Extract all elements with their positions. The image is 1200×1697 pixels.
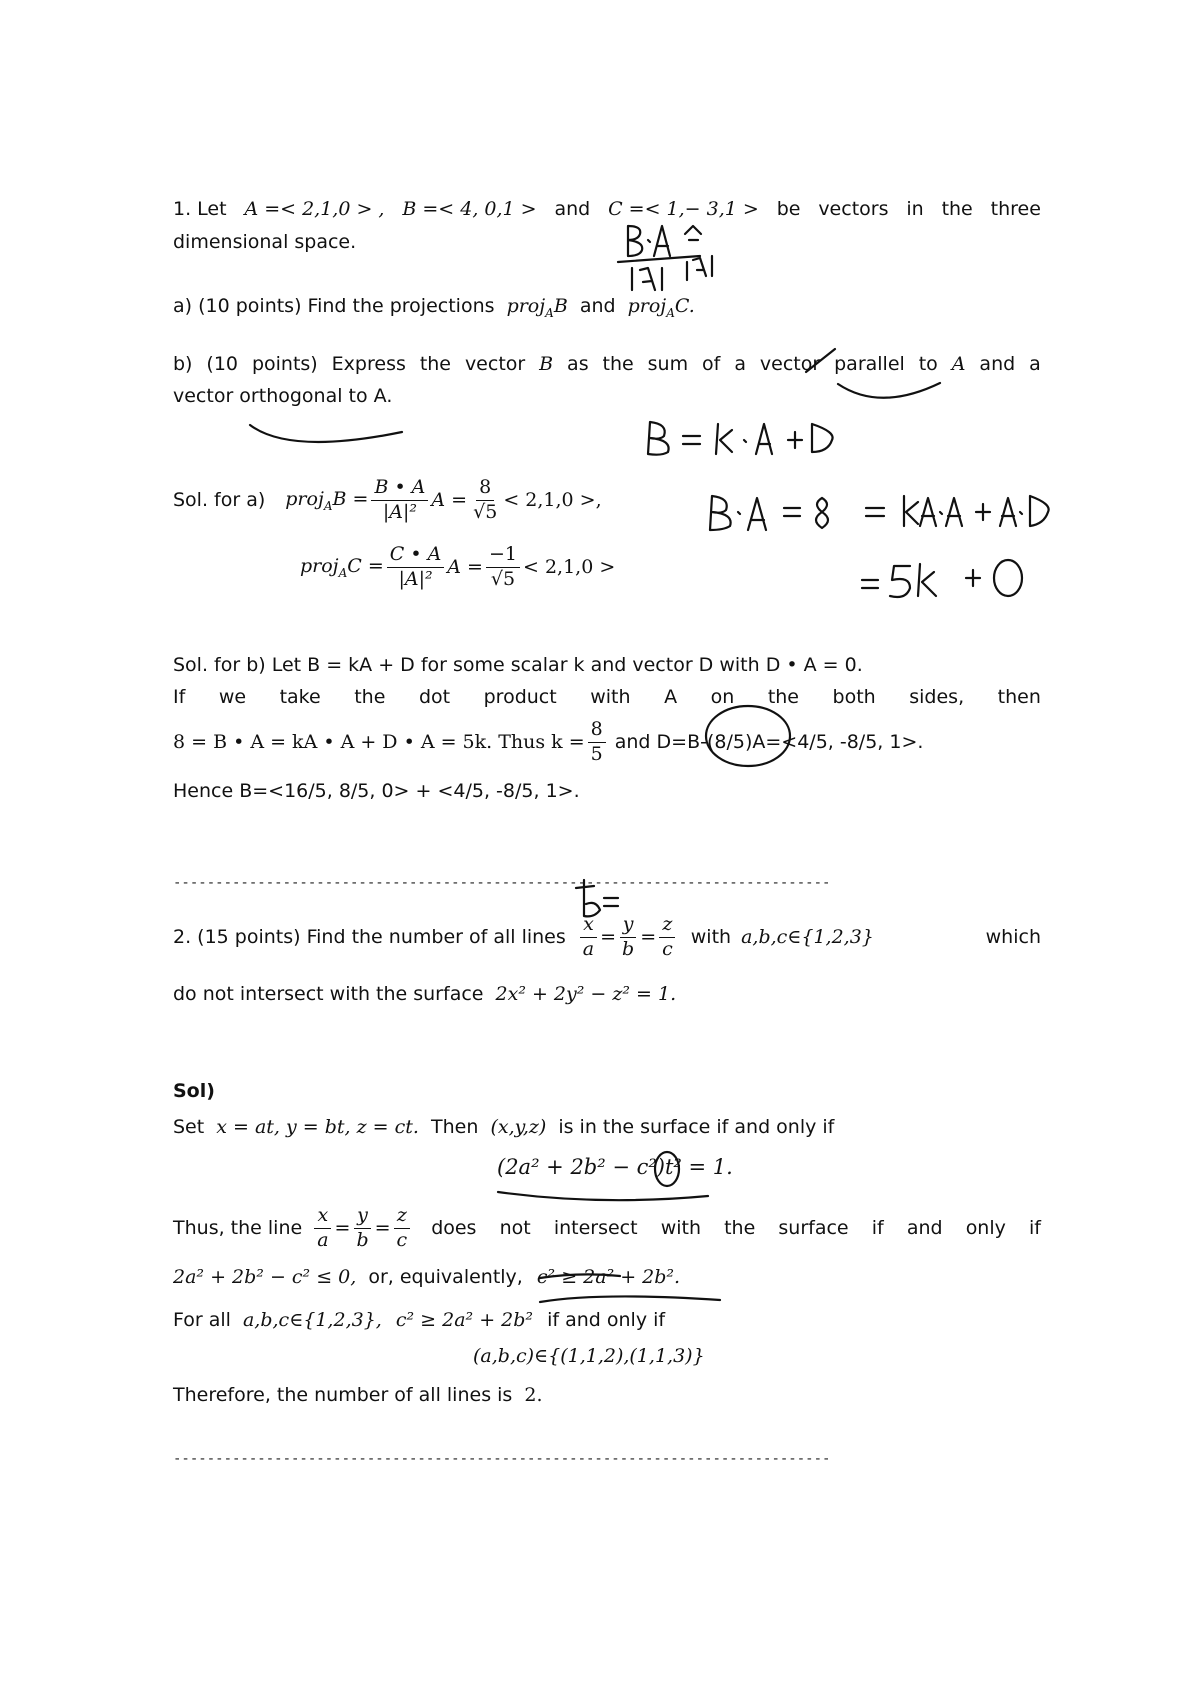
sol2-inequality2: c² ≥ 2a² + 2b². xyxy=(536,1266,681,1288)
part-b-word: (10 xyxy=(206,353,239,375)
fraction-denominator: 5 xyxy=(590,742,603,765)
sol2-equivalently: or, equivalently, xyxy=(368,1266,523,1288)
sol2-solutions: (a,b,c)∈{(1,1,2),(1,1,3)} xyxy=(473,1345,705,1367)
handwriting-top-fraction xyxy=(618,226,712,290)
problem2-which: which xyxy=(985,925,1041,948)
part-b-word: parallel xyxy=(834,353,905,375)
sol2-word: intersect xyxy=(553,1216,638,1239)
sol2-set: Set xyxy=(173,1116,205,1138)
fraction-denominator: a xyxy=(317,1228,329,1251)
sol2-equation: (2a² + 2b² − c²)t² = 1. xyxy=(497,1155,733,1179)
fraction-numerator: 8 xyxy=(476,478,494,501)
sol-b-word: take xyxy=(279,686,321,708)
sol-b-word: then xyxy=(997,686,1041,708)
sol2-set-abc: a,b,c∈{1,2,3}, xyxy=(242,1309,382,1331)
fraction-denominator: √5 xyxy=(490,567,516,590)
part-b-word: a xyxy=(1029,353,1041,375)
handwriting-eq-dot xyxy=(710,496,1049,530)
problem2-text: 2. (15 points) Find the number of all lines xyxy=(173,925,566,948)
proj-c-lhs: proj$_A$C = xyxy=(300,554,384,580)
sol2-word: with xyxy=(660,1216,701,1239)
word-in: in xyxy=(906,198,924,220)
sol-b-word: with xyxy=(590,686,631,708)
handwriting-t-equals xyxy=(576,880,618,916)
fraction-denominator: c xyxy=(396,1228,408,1251)
sol2-line3: Thus, the line $\frac{x}{a}$ = $\frac{y}{b}$ = $\frac{z}{c}$ does not intersect with the surface if and only if xyxy=(173,1204,1041,1251)
problem1-number: 1. Let xyxy=(173,198,227,220)
handwriting-circle-d xyxy=(706,706,790,766)
fraction-denominator: |A|² xyxy=(382,500,417,523)
sol2-answer: 2. xyxy=(524,1384,543,1406)
fraction-denominator: √5 xyxy=(473,500,498,523)
problem2-with: with xyxy=(690,925,732,948)
word-the: the xyxy=(941,198,973,220)
word-and: and xyxy=(554,198,591,220)
times-a: A = xyxy=(431,488,468,511)
sol-b-line4: Hence B=<16/5, 8/5, 0> + <4/5, -8/5, 1>. xyxy=(173,780,580,802)
vector-c-result: < 2,1,0 > xyxy=(523,555,616,578)
sol-b-word: on xyxy=(710,686,735,708)
handwriting-eq-b-ka-d xyxy=(648,422,833,455)
handwriting-slash xyxy=(806,349,835,372)
fraction-denominator: b xyxy=(622,937,635,960)
fraction-numerator: C • A xyxy=(387,545,445,568)
part-a-text: a) (10 points) Find the projections xyxy=(173,295,495,317)
part-b-word: a xyxy=(734,353,746,375)
part-b-word: Express xyxy=(331,353,406,375)
fraction-denominator: c xyxy=(662,937,673,960)
fraction-numerator: −1 xyxy=(486,545,520,568)
part-b-word: to xyxy=(918,353,938,375)
sol-b-word: product xyxy=(483,686,557,708)
word-three: three xyxy=(990,198,1041,220)
fraction-denominator: a xyxy=(582,937,595,960)
vector-c-def: C =< 1,− 3,1 > xyxy=(608,198,759,220)
fraction-numerator: y xyxy=(620,915,637,938)
surface-equation: 2x² + 2y² − z² = 1. xyxy=(495,983,677,1005)
part-b-word: sum xyxy=(647,353,689,375)
sol-b-line3-eq: 8 = B • A = kA • A + D • A = 5k. Thus k = xyxy=(173,730,585,753)
sol2-word: does xyxy=(431,1216,477,1239)
part-b-word: points) xyxy=(251,353,318,375)
problem2-line1: 2. (15 points) Find the number of all lines $\frac{x}{a}$ = $\frac{y}{b}$ = $\frac{z}{c}$ with a,b,c∈{1,2,3} which xyxy=(173,913,1041,960)
problem2-set: a,b,c∈{1,2,3} xyxy=(741,925,874,948)
part-b-word: the xyxy=(602,353,634,375)
part-b-word: as xyxy=(567,353,589,375)
sol-b-word: sides, xyxy=(909,686,965,708)
sol2-word: the xyxy=(724,1216,756,1239)
part-b-word: vector xyxy=(464,353,526,375)
part-b-word: of xyxy=(702,353,721,375)
sol2-word: and xyxy=(906,1216,943,1239)
vector-a-def: A =< 2,1,0 > , xyxy=(244,198,385,220)
fraction-numerator: z xyxy=(659,915,675,938)
separator-line: ------------------------------------------------------------------------------ xyxy=(173,1451,831,1467)
problem2-line2-text: do not intersect with the surface xyxy=(173,983,484,1005)
fraction-denominator: b xyxy=(356,1228,369,1251)
handwriting-circle-t2 xyxy=(655,1152,679,1186)
sol2-therefore: Therefore, the number of all lines is xyxy=(173,1384,513,1406)
sol2-label: Sol) xyxy=(173,1080,215,1102)
sol-b-word: A xyxy=(664,686,678,708)
part-a-and: and xyxy=(579,295,616,317)
part-b-word: and xyxy=(979,353,1016,375)
part-b-word: b) xyxy=(173,353,193,375)
part-b-word: vector xyxy=(759,353,821,375)
sol2-param: x = at, y = bt, z = ct. xyxy=(216,1116,419,1138)
sol-b-word: the xyxy=(767,686,799,708)
proj-c-label: proj$_A$C. xyxy=(627,295,695,320)
proj-b-lhs: proj$_A$B = xyxy=(285,487,369,513)
fraction-numerator: 8 xyxy=(588,720,606,743)
sol2-point: (x,y,z) xyxy=(490,1116,547,1138)
sol2-then: Then xyxy=(431,1116,479,1138)
sol2-word: if xyxy=(871,1216,884,1239)
fraction-numerator: y xyxy=(354,1206,371,1229)
sol-a-label: Sol. for a) xyxy=(173,488,266,511)
sol-b-word: dot xyxy=(418,686,451,708)
handwriting-underline-c2 xyxy=(540,1274,620,1278)
part-b-word: A xyxy=(951,353,966,375)
sol2-inequality3: c² ≥ 2a² + 2b² xyxy=(395,1309,534,1331)
part-b-word: B xyxy=(539,353,554,375)
handwriting-underline-eq xyxy=(498,1192,708,1200)
part-b-line2: vector orthogonal to A. xyxy=(173,385,393,407)
sol-b-line3-d: and D=B-(8/5)A=<4/5, -8/5, 1>. xyxy=(614,730,924,753)
fraction-numerator: x xyxy=(580,915,597,938)
problem1-line2: dimensional space. xyxy=(173,231,357,253)
fraction-numerator: z xyxy=(394,1206,410,1229)
fraction-numerator: x xyxy=(314,1206,331,1229)
sol2-word: if xyxy=(1029,1216,1041,1239)
part-b-word: the xyxy=(419,353,451,375)
sol-b-word: the xyxy=(354,686,386,708)
sol-b-word: If xyxy=(173,686,186,708)
word-vectors: vectors xyxy=(818,198,889,220)
sol2-inequality: 2a² + 2b² − c² ≤ 0, xyxy=(173,1266,357,1288)
sol-b-word: we xyxy=(218,686,247,708)
separator-line: ------------------------------------------------------------------------------ xyxy=(173,875,831,891)
sol2-thus: Thus, the line xyxy=(173,1216,303,1239)
sol2-iff: is in the surface if and only if xyxy=(558,1116,835,1138)
sol-b-line1: Sol. for b) Let B = kA + D for some scalar k and vector D with D • A = 0. xyxy=(173,654,863,676)
sol-b-word: both xyxy=(832,686,876,708)
fraction-denominator: |A|² xyxy=(398,567,433,590)
vector-a-result: < 2,1,0 >, xyxy=(503,488,602,511)
sol2-word: only xyxy=(965,1216,1006,1239)
sol2-word: not xyxy=(499,1216,531,1239)
handwriting-arc-2b2 xyxy=(540,1296,720,1302)
fraction-numerator: B • A xyxy=(371,478,428,501)
word-be: be xyxy=(776,198,801,220)
sol2-iff2: if and only if xyxy=(547,1309,666,1331)
handwriting-eq-5k xyxy=(862,560,1022,597)
sol2-for-all: For all xyxy=(173,1309,231,1331)
handwriting-underline-parallel xyxy=(838,383,940,398)
times-a: A = xyxy=(447,555,483,578)
sol2-word: surface xyxy=(778,1216,849,1239)
vector-b-def: B =< 4, 0,1 > xyxy=(402,198,537,220)
proj-b-label: proj$_A$B xyxy=(506,295,568,320)
handwriting-underline-orthogonal xyxy=(250,425,402,442)
